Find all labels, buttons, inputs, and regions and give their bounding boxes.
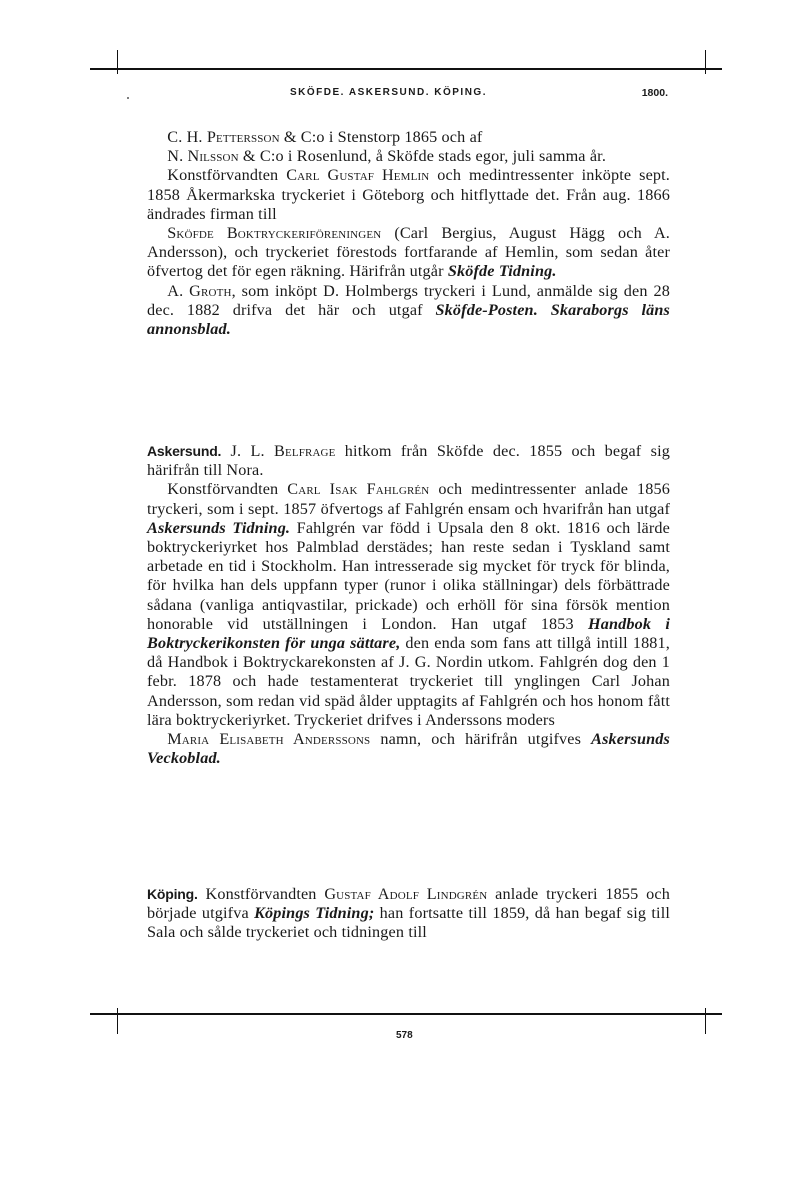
section-skofde bbox=[147, 128, 670, 339]
text: och medintressenter anlade 1856 tryckeri, som i sept. 1857 öfvertogs af Fahlgrén ensam och hvarifrån han utgaf bbox=[147, 480, 670, 518]
text: Konstförvandten bbox=[197, 885, 325, 903]
title: Askersunds Veckoblad. bbox=[147, 730, 670, 768]
text: , som inköpt D. Holmbergs tryckeri i Lund, anmälde sig den 28 dec. 1882 drifva det här och utgaf bbox=[147, 281, 670, 319]
paragraph bbox=[147, 224, 670, 282]
paragraph bbox=[147, 730, 670, 768]
text: namn, och härifrån utgifves bbox=[370, 730, 592, 749]
page-number: 578 bbox=[396, 1030, 413, 1041]
name: Carl Gustaf Hemlin bbox=[286, 166, 430, 185]
paragraph bbox=[147, 166, 670, 224]
text: & C:o i Stenstorp 1865 och af bbox=[279, 128, 483, 146]
text: anlade tryckeri 1855 och började utgifva bbox=[147, 885, 670, 923]
text: Fahlgrén var född i Upsala den 8 okt. 1816 och lärde boktryckeriyrket hos Palmblad derstädes; han reste sedan i Tyskland samt arbetade en tid i Stockholm. Han intresserade sig mycket för tryck för blinda, för hvilka han dels uppfann typer (runor i olika ställningar) dels förbättrade sådana (vanliga antiqvastilar, prickade) och erhöll för sina försök mention honorable vid utställningen i London. Han utgaf 1853 bbox=[147, 518, 670, 633]
name: Maria Elisabeth Anderssons bbox=[167, 730, 371, 749]
name: Sköfde Boktryckeriföreningen bbox=[167, 224, 382, 243]
section-askersund bbox=[147, 442, 670, 768]
title: Askersunds Tidning. bbox=[147, 518, 291, 537]
bottom-right-tick bbox=[705, 1008, 706, 1034]
running-head: SKÖFDE. ASKERSUND. KÖPING. bbox=[290, 87, 487, 98]
title: Sköfde-Posten. bbox=[435, 300, 538, 319]
paragraph bbox=[147, 442, 670, 480]
text: J. L. bbox=[221, 442, 275, 460]
text: & C:o i Rosenlund, å Sköfde stads egor, juli samma år. bbox=[238, 147, 607, 166]
section-koping bbox=[147, 885, 670, 943]
text: han fortsatte till 1859, då han begaf sig till Sala och sålde tryckeriet och tidningen till bbox=[147, 904, 670, 942]
title: Sköfde Tidning. bbox=[447, 262, 557, 281]
name: Carl Isak Fahlgrén bbox=[287, 480, 430, 499]
text: hitkom från Sköfde dec. 1855 och begaf sig härifrån till Nora. bbox=[147, 442, 670, 480]
name: C. H. Pettersson bbox=[167, 128, 280, 146]
top-left-tick bbox=[117, 50, 118, 74]
text: den enda som fans att tillgå intill 1881, då Handbok i Boktryckarekonsten af J. G. Nordin utkom. Fahlgrén dog den 1 febr. 1878 och hade testamenterat tryckeriet till ynglingen Carl Johan Andersson, som redan vid späd ålder upptagits af Fahlgrén och hos honom fått lära boktryckeriyrket. Tryckeriet drifves i Anderssons moders bbox=[147, 634, 670, 729]
place-heading: Askersund. bbox=[147, 443, 222, 459]
title: Köpings Tidning; bbox=[254, 904, 375, 923]
text: Konstförvandten bbox=[167, 480, 288, 499]
paragraph bbox=[147, 282, 670, 340]
title: Skaraborgs läns annonsblad. bbox=[147, 300, 671, 339]
name: Belfrage bbox=[274, 442, 336, 460]
paragraph bbox=[147, 128, 670, 147]
year-label: 1800. bbox=[641, 87, 668, 99]
place-heading: Köping. bbox=[147, 886, 198, 902]
top-right-tick bbox=[705, 50, 706, 74]
paragraph bbox=[147, 480, 670, 730]
paragraph bbox=[147, 885, 670, 943]
text: (Carl Bergius, August Hägg och A. Andersson), och tryckeriet förestods fortfarande af Hemlin, som sedan åter öfvertog det för egen räkning. Härifrån utgår bbox=[147, 224, 671, 281]
title: Handbok i Boktryckerikonsten för unga sättare, bbox=[147, 614, 670, 653]
name: Gustaf Adolf Lindgrén bbox=[324, 885, 488, 903]
print-speck bbox=[127, 97, 129, 99]
top-rule bbox=[90, 68, 722, 70]
text: och medintressenter inköpte sept. 1858 Åkermarkska tryckeriet i Göteborg och hitflyttade det. Från aug. 1866 ändrades firman till bbox=[147, 166, 670, 223]
text: Konstförvandten bbox=[167, 166, 287, 185]
name: N. Nilsson bbox=[167, 147, 239, 166]
bottom-rule bbox=[90, 1013, 722, 1015]
paragraph bbox=[147, 147, 670, 166]
name: A. Groth bbox=[167, 281, 232, 300]
bottom-left-tick bbox=[117, 1008, 118, 1034]
